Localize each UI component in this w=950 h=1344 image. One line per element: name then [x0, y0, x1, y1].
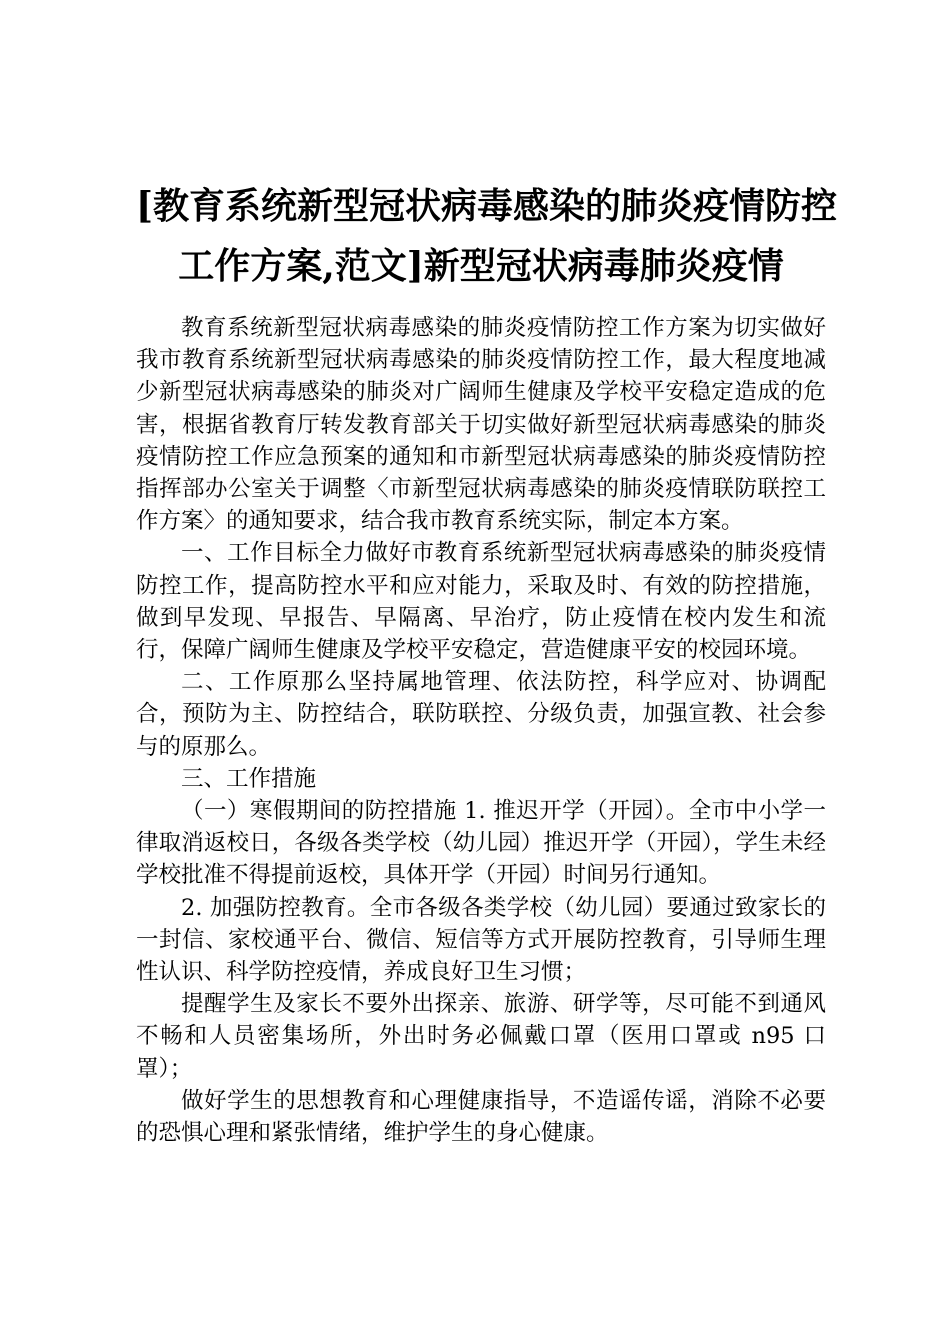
paragraph-winter-break-measures: （一）寒假期间的防控措施 1. 推迟开学（开园）。全市中小学一律取消返校日，各级各类学校（幼儿园）推迟开学（开园），学生未经学校批准不得提前返校，具体开学（开园）时间另行通知。: [136, 798, 826, 889]
document-body: [136, 312, 826, 1149]
document-page: [136, 176, 838, 1149]
paragraph-work-principle: 二、工作原那么坚持属地管理、依法防控，科学应对、协调配合，预防为主、防控结合，联防联控、分级负责，加强宣教、社会参与的原那么。: [136, 669, 826, 760]
document-title: [136, 176, 838, 296]
paragraph-prevention-education: 2. 加强防控教育。全市各级各类学校（幼儿园）要通过致家长的一封信、家校通平台、微信、短信等方式开展防控教育，引导师生理性认识、科学防控疫情，养成良好卫生习惯；: [136, 894, 826, 986]
title-line-1: [教育系统新型冠状病毒感染的肺炎疫情防控: [136, 185, 838, 227]
paragraph-work-goal: 一、工作目标全力做好市教育系统新型冠状病毒感染的肺炎疫情防控工作，提高防控水平和应对能力，采取及时、有效的防控措施，做到早发现、早报告、早隔离、早治疗，防止疫情在校内发生和流行，保障广阔师生健康及学校平安稳定，营造健康平安的校园环境。: [136, 540, 826, 664]
paragraph-reminders: 提醒学生及家长不要外出探亲、旅游、研学等，尽可能不到通风不畅和人员密集场所，外出时务必佩戴口罩（医用口罩或 n95 口罩）；: [136, 991, 826, 1082]
paragraph-intro: 教育系统新型冠状病毒感染的肺炎疫情防控工作方案为切实做好我市教育系统新型冠状病毒感染的肺炎疫情防控工作，最大程度地减少新型冠状病毒感染的肺炎对广阔师生健康及学校平安稳定造成的危害，根据省教育厅转发教育部关于切实做好新型冠状病毒感染的肺炎疫情防控工作应急预案的通知和市新型冠状病毒感染的肺炎疫情防控指挥部办公室关于调整〈市新型冠状病毒感染的肺炎疫情联防联控工作方案〉的通知要求，结合我市教育系统实际，制定本方案。: [136, 315, 826, 535]
paragraph-psychological-guidance: 做好学生的思想教育和心理健康指导，不造谣传谣，消除不必要的恐惧心理和紧张情绪，维护学生的身心健康。: [136, 1087, 826, 1147]
title-line-2: 工作方案,范文]新型冠状病毒肺炎疫情: [178, 245, 784, 287]
paragraph-work-measures-heading: 三、工作措施: [181, 765, 317, 792]
